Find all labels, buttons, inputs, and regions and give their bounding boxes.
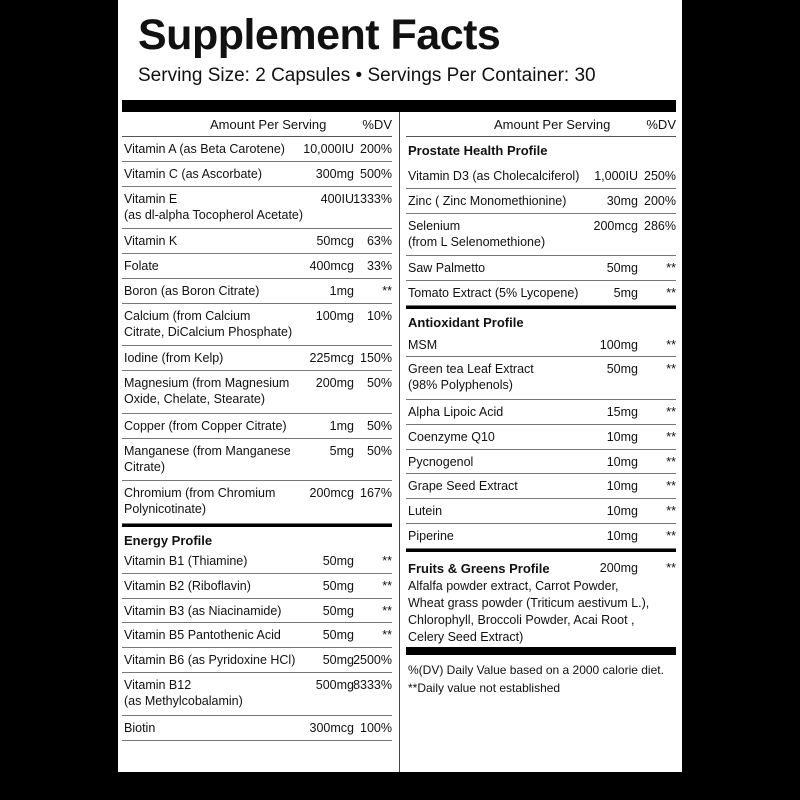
nutrient-dv: 2500% <box>353 653 392 668</box>
fruits-greens-profile <box>406 549 676 647</box>
nutrient-amount: 5mg <box>329 443 354 458</box>
nutrient-name: Boron (as Boron Citrate) <box>124 284 260 299</box>
nutrient-name: Calcium (from Calcium <box>124 308 251 323</box>
nutrient-amount: 500mg <box>315 678 354 693</box>
nutrient-name: Vitamin B2 (Riboflavin) <box>124 578 251 593</box>
nutrient-dv: 63% <box>366 234 392 249</box>
serving-info: Serving Size: 2 Capsules • Servings Per Container: 30 <box>138 65 596 86</box>
nutrient-name: Vitamin B6 (as Pyridoxine HCl) <box>124 653 296 668</box>
nutrient-amount: 50mcg <box>316 234 354 249</box>
section-heading <box>406 137 676 164</box>
nutrient-source: Citrate) <box>124 459 165 474</box>
nutrient-name: Coenzyme Q10 <box>408 429 495 444</box>
nutrient-amount: 300mcg <box>309 720 354 735</box>
bottom-frame <box>0 772 800 800</box>
nutrient-row <box>122 414 392 439</box>
column-divider <box>399 112 400 772</box>
nutrient-name: Piperine <box>408 528 454 543</box>
nutrient-amount: 50mg <box>322 628 354 643</box>
nutrient-name: Copper (from Copper Citrate) <box>124 418 287 433</box>
nutrient-name: Zinc ( Zinc Monomethionine) <box>408 193 567 208</box>
nutrient-source: (as dl-alpha Tocopherol Acetate) <box>124 207 304 222</box>
established-footnote: **Daily value not established <box>408 680 561 695</box>
nutrient-name: Green tea Leaf Extract <box>408 362 534 377</box>
nutrient-amount: 50mg <box>322 578 354 593</box>
nutrient-dv: ** <box>666 261 676 276</box>
header-divider <box>122 100 676 112</box>
nutrient-name: Folate <box>124 259 159 274</box>
nutrient-amount: 100mg <box>315 308 354 323</box>
nutrient-name: Manganese (from Manganese <box>124 443 291 458</box>
nutrient-dv: ** <box>382 578 392 593</box>
nutrient-name: Selenium <box>408 218 461 233</box>
ingredient-line: Chlorophyll, Broccoli Powder, Acai Root , <box>408 612 635 627</box>
nutrient-amount: 400mcg <box>309 259 354 274</box>
nutrient-name: Vitamin E <box>124 191 178 206</box>
nutrient-amount: 10mg <box>606 528 638 543</box>
nutrient-row <box>122 481 392 524</box>
left-column-header <box>122 112 392 137</box>
nutrient-row <box>122 716 392 741</box>
nutrient-name: Vitamin A (as Beta Carotene) <box>124 142 285 156</box>
nutrient-name: Lutein <box>408 504 443 519</box>
nutrient-dv: ** <box>666 479 676 494</box>
nutrient-name: Vitamin C (as Ascorbate) <box>124 166 263 181</box>
nutrient-row <box>122 137 392 162</box>
nutrient-name: Vitamin B3 (as Niacinamide) <box>124 603 282 618</box>
nutrient-source: Polynicotinate) <box>124 502 206 517</box>
nutrient-row <box>122 599 392 624</box>
right-column <box>406 112 676 707</box>
nutrient-dv: ** <box>666 404 676 419</box>
nutrient-row <box>122 439 392 482</box>
nutrient-name: Vitamin B1 (Thiamine) <box>124 553 248 568</box>
nutrient-row <box>406 400 676 425</box>
nutrient-row <box>122 254 392 279</box>
ingredient-line: Celery Seed Extract) <box>408 629 524 644</box>
nutrient-dv: 100% <box>360 720 392 735</box>
nutrient-row <box>406 214 676 257</box>
section-heading <box>406 306 676 333</box>
right-frame <box>682 0 800 800</box>
nutrient-dv: 50% <box>366 443 392 458</box>
nutrient-row <box>122 187 392 230</box>
nutrient-amount: 200mg <box>315 376 354 391</box>
nutrient-row <box>122 229 392 254</box>
nutrient-dv: ** <box>666 528 676 543</box>
nutrient-amount: 10mg <box>606 454 638 469</box>
nutrient-row <box>122 279 392 304</box>
ingredient-line: Wheat grass powder (Triticum aestivum L.), <box>408 595 650 610</box>
nutrient-name: Tomato Extract (5% Lycopene) <box>408 285 579 300</box>
nutrient-dv: 1333% <box>353 191 392 206</box>
nutrient-dv: 33% <box>366 259 392 274</box>
nutrient-name: MSM <box>408 337 438 352</box>
nutrient-amount: 100mg <box>599 337 638 352</box>
nutrient-row <box>122 371 392 414</box>
nutrient-dv: 50% <box>366 418 392 433</box>
nutrient-amount: 50mg <box>606 261 638 276</box>
dv-header: %DV <box>362 117 392 132</box>
nutrient-row <box>122 346 392 371</box>
nutrient-dv: ** <box>666 362 676 377</box>
dv-footnote: %(DV) Daily Value based on a 2000 calorie diet. <box>408 662 664 677</box>
nutrient-source: (98% Polyphenols) <box>408 378 513 393</box>
nutrient-name: Grape Seed Extract <box>408 479 518 494</box>
nutrient-dv: 286% <box>644 218 676 233</box>
nutrient-amount: 10mg <box>606 479 638 494</box>
nutrient-dv: ** <box>382 284 392 299</box>
nutrient-name: Vitamin K <box>124 234 178 249</box>
nutrient-amount: 200mcg <box>309 486 354 501</box>
nutrient-dv: ** <box>666 429 676 444</box>
left-column <box>122 112 392 741</box>
footnotes <box>406 647 676 707</box>
nutrient-dv: ** <box>666 337 676 352</box>
nutrient-row <box>406 499 676 524</box>
nutrient-amount: 15mg <box>606 404 638 419</box>
nutrient-row <box>406 474 676 499</box>
nutrient-amount: 30mg <box>606 193 638 208</box>
nutrient-dv: 250% <box>644 169 676 183</box>
nutrient-row <box>406 333 676 358</box>
nutrient-name: Alpha Lipoic Acid <box>408 404 504 419</box>
right-column-header <box>406 112 676 137</box>
nutrient-row <box>122 648 392 673</box>
nutrient-row <box>122 673 392 716</box>
nutrient-row <box>122 623 392 648</box>
nutrient-amount: 50mg <box>322 553 354 568</box>
nutrient-source: Citrate, DiCalcium Phosphate) <box>124 324 293 339</box>
nutrient-name: Chromium (from Chromium <box>124 486 276 501</box>
amount-header: Amount Per Serving <box>494 117 611 132</box>
nutrient-dv: ** <box>382 603 392 618</box>
nutrient-dv: ** <box>666 560 676 575</box>
nutrient-dv: ** <box>382 553 392 568</box>
nutrient-row <box>406 450 676 475</box>
section-title: Fruits & Greens Profile <box>408 560 550 576</box>
nutrient-dv: ** <box>666 504 676 519</box>
nutrient-row <box>406 524 676 549</box>
nutrient-source: (as Methylcobalamin) <box>124 694 243 709</box>
nutrient-amount: 300mg <box>315 166 354 181</box>
nutrient-amount: 50mg <box>606 362 638 377</box>
nutrient-name: Magnesium (from Magnesium <box>124 376 290 391</box>
dv-header: %DV <box>646 117 676 132</box>
nutrient-row <box>406 425 676 450</box>
nutrient-dv: 167% <box>360 486 392 501</box>
nutrient-amount: 10mg <box>606 429 638 444</box>
nutrient-amount: 400IU <box>320 191 354 206</box>
page-title: Supplement Facts <box>138 11 501 59</box>
nutrient-amount: 1mg <box>329 418 354 433</box>
nutrient-name: Vitamin B12 <box>124 678 192 693</box>
nutrient-amount: 5mg <box>613 285 638 300</box>
nutrient-source: Oxide, Chelate, Stearate) <box>124 392 266 407</box>
nutrient-row <box>122 574 392 599</box>
section-title: Prostate Health Profile <box>408 143 548 158</box>
nutrient-dv: 10% <box>366 308 392 323</box>
footnote-divider <box>406 647 676 655</box>
nutrient-amount: 200mcg <box>593 218 638 233</box>
nutrient-amount: 1,000IU <box>594 169 638 183</box>
nutrient-row <box>406 256 676 281</box>
nutrient-name: Vitamin B5 Pantothenic Acid <box>124 628 281 643</box>
nutrient-row <box>406 164 676 189</box>
ingredient-line: Alfalfa powder extract, Carrot Powder, <box>408 578 619 593</box>
nutrient-name: Biotin <box>124 720 156 735</box>
nutrient-name: Iodine (from Kelp) <box>124 351 224 366</box>
nutrient-amount: 50mg <box>322 653 354 668</box>
left-frame <box>0 0 118 800</box>
nutrient-dv: 50% <box>366 376 392 391</box>
nutrient-amount: 225mcg <box>309 351 354 366</box>
supplement-facts-panel <box>118 0 682 772</box>
nutrient-row <box>122 549 392 574</box>
nutrient-dv: 8333% <box>353 678 392 693</box>
section-title: Antioxidant Profile <box>408 314 524 330</box>
amount-header: Amount Per Serving <box>210 117 327 132</box>
nutrient-amount: 50mg <box>322 603 354 618</box>
nutrient-name: Saw Palmetto <box>408 261 486 276</box>
nutrient-dv: ** <box>666 285 676 300</box>
nutrient-dv: ** <box>666 454 676 469</box>
nutrient-row <box>406 281 676 306</box>
nutrient-amount: 1mg <box>329 284 354 299</box>
nutrient-amount: 10mg <box>606 504 638 519</box>
nutrient-row <box>406 357 676 400</box>
nutrient-amount: 10,000IU <box>303 142 354 156</box>
nutrient-name: Vitamin D3 (as Cholecalciferol) <box>408 169 580 183</box>
nutrient-dv: ** <box>382 628 392 643</box>
nutrient-dv: 200% <box>644 193 676 208</box>
section-title: Energy Profile <box>124 532 213 548</box>
nutrient-dv: 200% <box>360 142 392 156</box>
nutrient-source: (from L Selenomethione) <box>408 234 546 249</box>
nutrient-amount: 200mg <box>599 560 638 575</box>
nutrient-row <box>122 162 392 187</box>
nutrient-dv: 500% <box>360 166 392 181</box>
nutrient-row <box>122 304 392 347</box>
nutrient-name: Pycnogenol <box>408 454 474 469</box>
nutrient-row <box>406 189 676 214</box>
section-heading <box>122 524 392 549</box>
nutrient-dv: 150% <box>360 351 392 366</box>
